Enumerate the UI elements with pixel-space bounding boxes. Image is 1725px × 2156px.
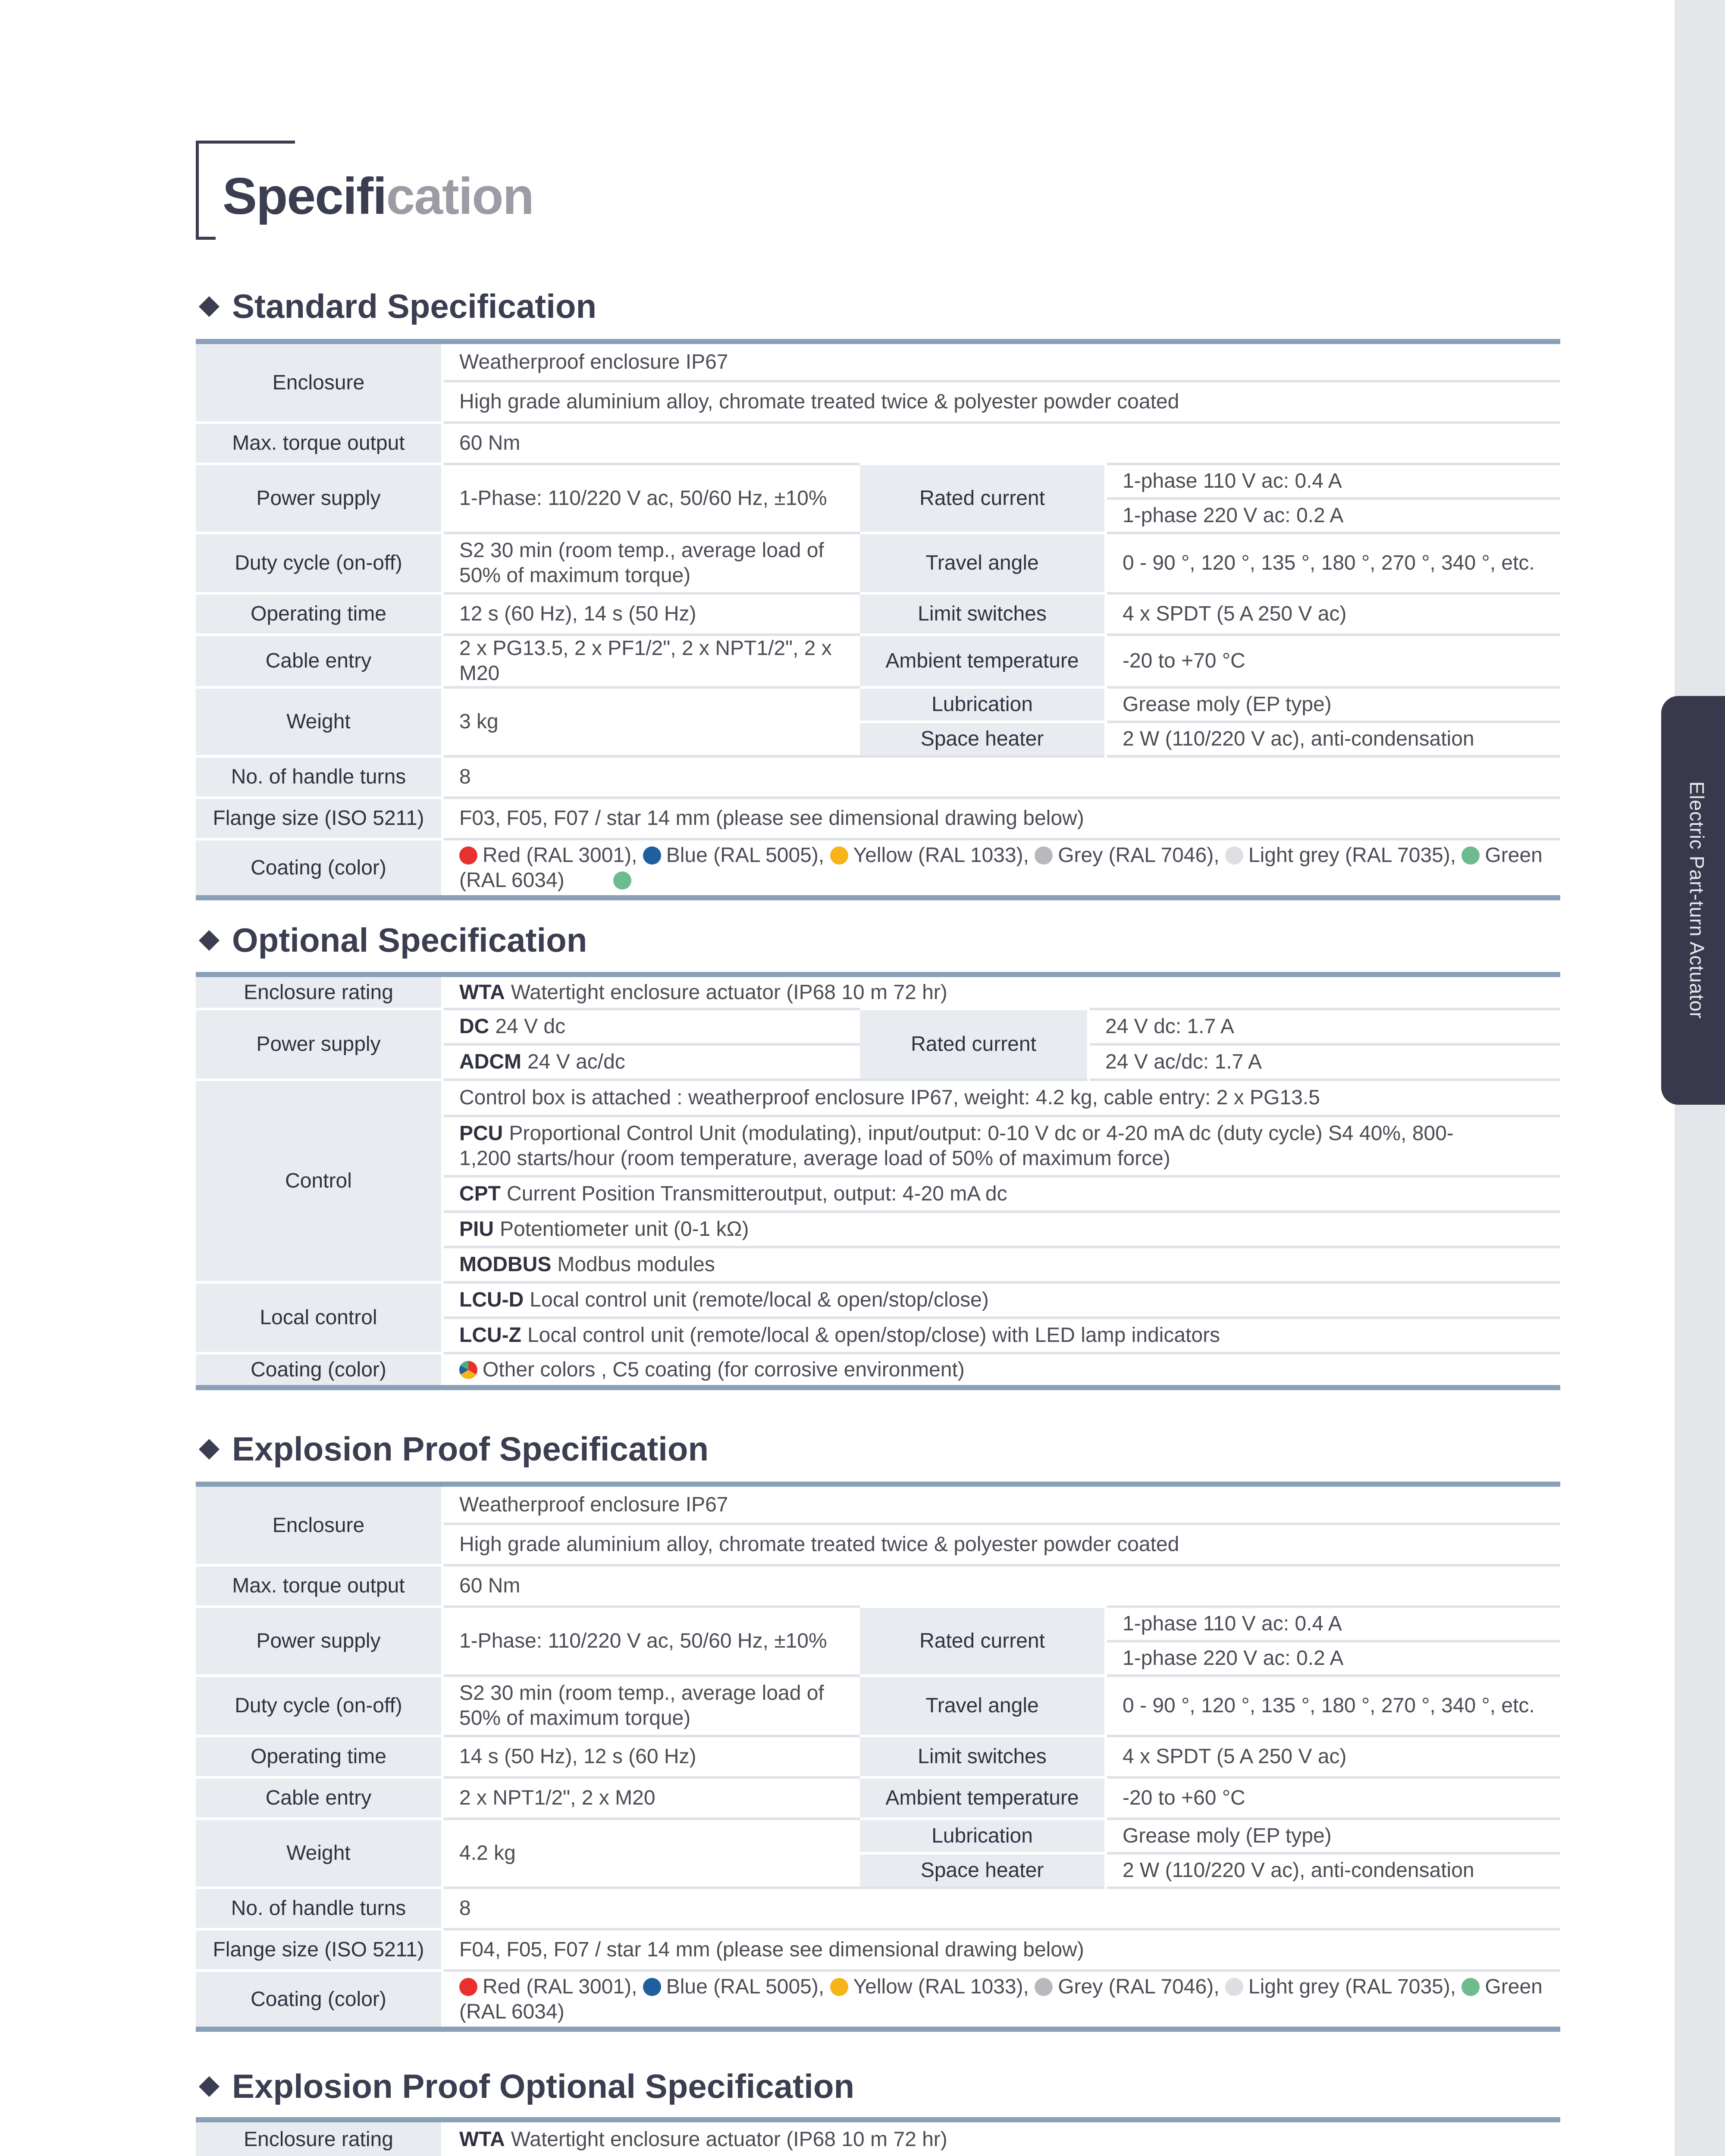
light-grey-color-swatch: [1225, 846, 1243, 865]
table-row: [196, 756, 1560, 798]
cell-value: 14 s (50 Hz), 12 s (60 Hz): [442, 1736, 860, 1777]
cell-value: 4 x SPDT (5 A 250 V ac): [1106, 1736, 1560, 1777]
table-row: [196, 1971, 1560, 2029]
row-label: Max. torque output: [196, 1565, 442, 1607]
table-row: [196, 839, 1560, 898]
cell-value: 60 Nm: [442, 423, 1560, 464]
explosion-optional-heading: Explosion Proof Optional Specification: [196, 2065, 854, 2108]
cell-value: 2 x NPT1/2", 2 x M20: [442, 1777, 860, 1819]
row-label: Enclosure rating: [196, 975, 442, 1009]
optional-spec-table: [196, 972, 1560, 1390]
table-row: [196, 635, 1560, 687]
row-label: Lubrication: [860, 687, 1106, 722]
cell-value: LCU-D Local control unit (remote/local & open/stop/close): [442, 1282, 1560, 1318]
cell-value: 1-Phase: 110/220 V ac, 50/60 Hz, ±10%: [442, 464, 860, 533]
row-label: Rated current: [860, 464, 1106, 533]
table-row: [196, 1888, 1560, 1929]
green-color-swatch: [1462, 846, 1480, 865]
row-label: Operating time: [196, 593, 442, 635]
table-row: [196, 1607, 1560, 1641]
cell-value: 0 - 90 °, 120 °, 135 °, 180 °, 270 °, 340 °, etc.: [1106, 1676, 1560, 1736]
row-label: Control: [196, 1080, 442, 1282]
page-title: [223, 164, 533, 229]
page-title-dark: Specifi: [223, 167, 386, 225]
table-row: [196, 1484, 1560, 1524]
cell-value: 60 Nm: [442, 1565, 1560, 1607]
cell-value: Weatherproof enclosure IP67: [442, 342, 1560, 381]
row-label: Duty cycle (on-off): [196, 533, 442, 593]
row-label: Weight: [196, 1819, 442, 1888]
cell-value: 2 W (110/220 V ac), anti-condensation: [1106, 1853, 1560, 1888]
cell-value: 4.2 kg: [442, 1819, 860, 1888]
grey-color-swatch: [1035, 846, 1053, 865]
explosion-spec-table: [196, 1482, 1560, 2032]
table-row: [196, 533, 1560, 593]
row-label: Cable entry: [196, 635, 442, 687]
cell-value: Weatherproof enclosure IP67: [442, 1484, 1560, 1524]
table-row: [196, 342, 1560, 381]
row-label: Cable entry: [196, 1777, 442, 1819]
cell-value: CPT Current Position Transmitteroutput, output: 4-20 mA dc: [442, 1176, 1560, 1212]
cell-value: WTA Watertight enclosure actuator (IP68 10 m 72 hr): [442, 2120, 1560, 2156]
row-label: Rated current: [860, 1009, 1088, 1080]
row-label: Power supply: [196, 1607, 442, 1676]
red-color-swatch: [459, 1978, 477, 1996]
standard-spec-table: [196, 339, 1560, 900]
cell-value: 24 V dc: 1.7 A: [1088, 1009, 1560, 1044]
green-color-swatch: [613, 871, 631, 890]
row-label: Power supply: [196, 1009, 442, 1080]
table-row: [196, 593, 1560, 635]
coating-colors: Red (RAL 3001), Blue (RAL 5005), Yellow (RAL 1033), Grey (RAL 7046), Light grey (RAL 7035), Green (RAL 6034): [442, 839, 1560, 898]
explosion-spec-heading: Explosion Proof Specification: [196, 1427, 709, 1470]
table-row: [196, 1080, 1560, 1116]
cell-value: 2 x PG13.5, 2 x PF1/2", 2 x NPT1/2", 2 x M20: [442, 635, 860, 687]
cell-value: 0 - 90 °, 120 °, 135 °, 180 °, 270 °, 340 °, etc.: [1106, 533, 1560, 593]
row-label: Coating (color): [196, 1353, 442, 1388]
diamond-icon: [199, 930, 220, 951]
cell-value: MODBUS Modbus modules: [442, 1247, 1560, 1282]
green-color-swatch: [1462, 1978, 1480, 1996]
row-label: Rated current: [860, 1607, 1106, 1676]
cell-value: PCU Proportional Control Unit (modulating), input/output: 0-10 V dc or 4-20 mA dc (duty cycle) S4 40%, 800-1,200 starts/hour (room temperature, average load of 50% of maximum force): [442, 1116, 1560, 1176]
optional-spec-heading: Optional Specification: [196, 918, 587, 962]
yellow-color-swatch: [830, 1978, 848, 1996]
row-label: Ambient temperature: [860, 1777, 1106, 1819]
cell-value: 1-phase 220 V ac: 0.2 A: [1106, 498, 1560, 533]
table-row: [196, 1777, 1560, 1819]
row-label: Operating time: [196, 1736, 442, 1777]
cell-value: S2 30 min (room temp., average load of 50% of maximum torque): [442, 1676, 860, 1736]
cell-value: 2 W (110/220 V ac), anti-condensation: [1106, 722, 1560, 756]
cell-value: High grade aluminium alloy, chromate treated twice & polyester powder coated: [442, 1524, 1560, 1565]
cell-value: -20 to +60 °C: [1106, 1777, 1560, 1819]
cell-value: Other colors , C5 coating (for corrosive environment): [442, 1353, 1560, 1388]
row-label: No. of handle turns: [196, 756, 442, 798]
row-label: Coating (color): [196, 839, 442, 898]
grey-color-swatch: [1035, 1978, 1053, 1996]
cell-value: Grease moly (EP type): [1106, 687, 1560, 722]
cell-value: F03, F05, F07 / star 14 mm (please see dimensional drawing below): [442, 798, 1560, 839]
row-label: Lubrication: [860, 1819, 1106, 1853]
row-label: Space heater: [860, 722, 1106, 756]
cell-value: 4 x SPDT (5 A 250 V ac): [1106, 593, 1560, 635]
light-grey-color-swatch: [1225, 1978, 1243, 1996]
cell-value: S2 30 min (room temp., average load of 50% of maximum torque): [442, 533, 860, 593]
table-row: [196, 423, 1560, 464]
row-label: Enclosure rating: [196, 2120, 442, 2156]
blue-color-swatch: [643, 1978, 661, 1996]
page-title-light: cation: [386, 167, 533, 225]
table-row: [196, 1282, 1560, 1318]
table-row: [196, 1736, 1560, 1777]
diamond-icon: [199, 296, 220, 317]
table-row: [196, 1009, 1560, 1044]
cell-value: 8: [442, 756, 1560, 798]
cell-value: 8: [442, 1888, 1560, 1929]
row-label: Travel angle: [860, 1676, 1106, 1736]
cell-value: PIU Potentiometer unit (0-1 kΩ): [442, 1212, 1560, 1247]
row-label: No. of handle turns: [196, 1888, 442, 1929]
diamond-icon: [199, 1439, 220, 1460]
row-label: Flange size (ISO 5211): [196, 1929, 442, 1971]
table-row: [196, 687, 1560, 722]
cell-value: 1-phase 110 V ac: 0.4 A: [1106, 1607, 1560, 1641]
cell-value: High grade aluminium alloy, chromate treated twice & polyester powder coated: [442, 381, 1560, 423]
cell-value: WTA Watertight enclosure actuator (IP68 10 m 72 hr): [442, 975, 1560, 1009]
cell-value: -20 to +70 °C: [1106, 635, 1560, 687]
cell-value: 1-phase 110 V ac: 0.4 A: [1106, 464, 1560, 498]
row-label: Enclosure: [196, 342, 442, 423]
row-label: Travel angle: [860, 533, 1106, 593]
cell-value: LCU-Z Local control unit (remote/local & open/stop/close) with LED lamp indicators: [442, 1318, 1560, 1353]
table-row: [196, 1929, 1560, 1971]
row-label: Limit switches: [860, 593, 1106, 635]
row-label: Flange size (ISO 5211): [196, 798, 442, 839]
cell-value: Control box is attached : weatherproof enclosure IP67, weight: 4.2 kg, cable entry: 2 x PG13.5: [442, 1080, 1560, 1116]
row-label: Ambient temperature: [860, 635, 1106, 687]
table-row: [196, 1565, 1560, 1607]
multi-color-icon: [459, 1361, 477, 1379]
table-row: [196, 464, 1560, 498]
coating-colors: Red (RAL 3001), Blue (RAL 5005), Yellow (RAL 1033), Grey (RAL 7046), Light grey (RAL 7035), Green (RAL 6034): [442, 1971, 1560, 2029]
red-color-swatch: [459, 846, 477, 865]
row-label: Limit switches: [860, 1736, 1106, 1777]
cell-value: ADCM 24 V ac/dc: [442, 1044, 860, 1080]
blue-color-swatch: [643, 846, 661, 865]
cell-value: 24 V ac/dc: 1.7 A: [1088, 1044, 1560, 1080]
table-row: [196, 975, 1560, 1009]
yellow-color-swatch: [830, 846, 848, 865]
row-label: Local control: [196, 1282, 442, 1353]
cell-value: 3 kg: [442, 687, 860, 756]
cell-value: 1-phase 220 V ac: 0.2 A: [1106, 1641, 1560, 1676]
table-row: [196, 1676, 1560, 1736]
cell-value: Grease moly (EP type): [1106, 1819, 1560, 1853]
table-row: [196, 1353, 1560, 1388]
cell-value: F04, F05, F07 / star 14 mm (please see dimensional drawing below): [442, 1929, 1560, 1971]
table-row: [196, 798, 1560, 839]
side-tab-label: Electric Part-turn Actuator: [1686, 781, 1708, 1019]
row-label: Space heater: [860, 1853, 1106, 1888]
row-label: Coating (color): [196, 1971, 442, 2029]
row-label: Weight: [196, 687, 442, 756]
cell-value: DC 24 V dc: [442, 1009, 860, 1044]
standard-spec-heading: Standard Specification: [196, 285, 596, 328]
diamond-icon: [199, 2076, 220, 2097]
table-row: [196, 1819, 1560, 1853]
row-label: Duty cycle (on-off): [196, 1676, 442, 1736]
row-label: Power supply: [196, 464, 442, 533]
row-label: Enclosure: [196, 1484, 442, 1565]
row-label: Max. torque output: [196, 423, 442, 464]
cell-value: 1-Phase: 110/220 V ac, 50/60 Hz, ±10%: [442, 1607, 860, 1676]
cell-value: 12 s (60 Hz), 14 s (50 Hz): [442, 593, 860, 635]
table-row: [196, 2120, 1560, 2156]
explosion-optional-table: [196, 2117, 1560, 2156]
